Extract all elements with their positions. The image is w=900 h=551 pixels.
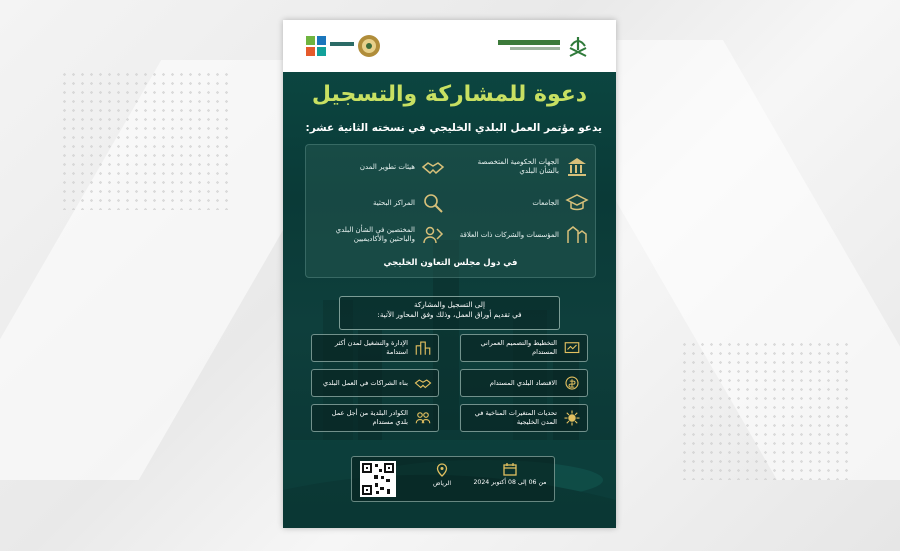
axis-label: الإدارة والتشغيل لمدن أكثر استدامة [334,339,408,356]
economy-icon [563,374,581,392]
axis-item [311,369,439,397]
gcc-emblem-logo [357,33,381,59]
location-text: الرياض [432,480,452,487]
axis-item [311,404,439,432]
handshake-icon [421,155,445,179]
event-info-footer [351,456,555,502]
invitee-item [459,223,589,247]
background-dots [680,340,850,480]
research-center-icon [421,191,445,215]
call-to-participate [339,296,560,330]
axis-item [311,334,439,362]
ministry-emblem-logo [565,34,591,60]
invitee-item [315,223,445,247]
call-line: في تقديم أوراق العمل، وذلك وفق المحاور الآتية: [377,309,522,319]
invitees-panel [305,144,596,278]
location-pin-icon [436,463,448,477]
call-line: إلى التسجيل والمشاركة [414,300,485,309]
calendar-icon [503,463,517,476]
invitee-label: الجامعات [532,198,559,207]
axis-label: التخطيط والتصميم العمراني المستدام [480,339,557,356]
ministry-logo-wordmark [498,40,560,52]
invitee-label: الجهات الحكومية المتخصصة بالشأن البلدي [477,158,559,175]
conference-poster [283,20,616,528]
buildings-icon [414,339,432,357]
location-info [424,463,460,487]
conference-logo [305,34,327,58]
partnership-icon [414,374,432,392]
conference-logo-wordmark [330,42,354,46]
background-dots [60,70,230,210]
axis-item [460,404,588,432]
qr-code-pattern [360,461,396,497]
registration-qr-code[interactable] [360,461,396,497]
date-text: من 06 إلى 08 أكتوبر 2024 [473,479,547,486]
invitee-label: المختصين في الشأن البلدي والباحثين والأكاديميين [335,226,415,243]
poster-title: دعوة للمشاركة والتسجيل [311,82,588,107]
axis-label: الكوادر البلدية من أجل عمل بلدي مستدام [331,409,408,426]
companies-icon [565,223,589,247]
axis-item [460,369,588,397]
talent-icon [414,409,432,427]
poster-subtitle: يدعو مؤتمر العمل البلدي الخليجي في نسخته الثانية عشر: [305,122,602,134]
logo-header [283,20,616,72]
invitee-item [315,155,445,179]
axis-label: الاقتصاد البلدي المستدام [489,378,557,387]
invitee-label: المراكز البحثية [372,198,415,207]
government-building-icon [565,155,589,179]
axis-label: تحديات المتغيرات المناخية في المدن الخليجية [474,409,557,426]
axis-label: بناء الشراكات في العمل البلدي [323,378,408,387]
experts-icon [421,223,445,247]
region-note: في دول مجلس التعاون الخليجي [383,258,518,268]
invitee-label: هيئات تطوير المدن [359,162,415,171]
date-info [472,463,548,486]
invitee-item [459,191,589,215]
university-icon [565,191,589,215]
invitee-item [459,155,589,179]
invitee-item [315,191,445,215]
urban-planning-icon [563,339,581,357]
axis-item [460,334,588,362]
invitee-label: المؤسسات والشركات ذات العلاقة [459,230,559,239]
climate-icon [563,409,581,427]
